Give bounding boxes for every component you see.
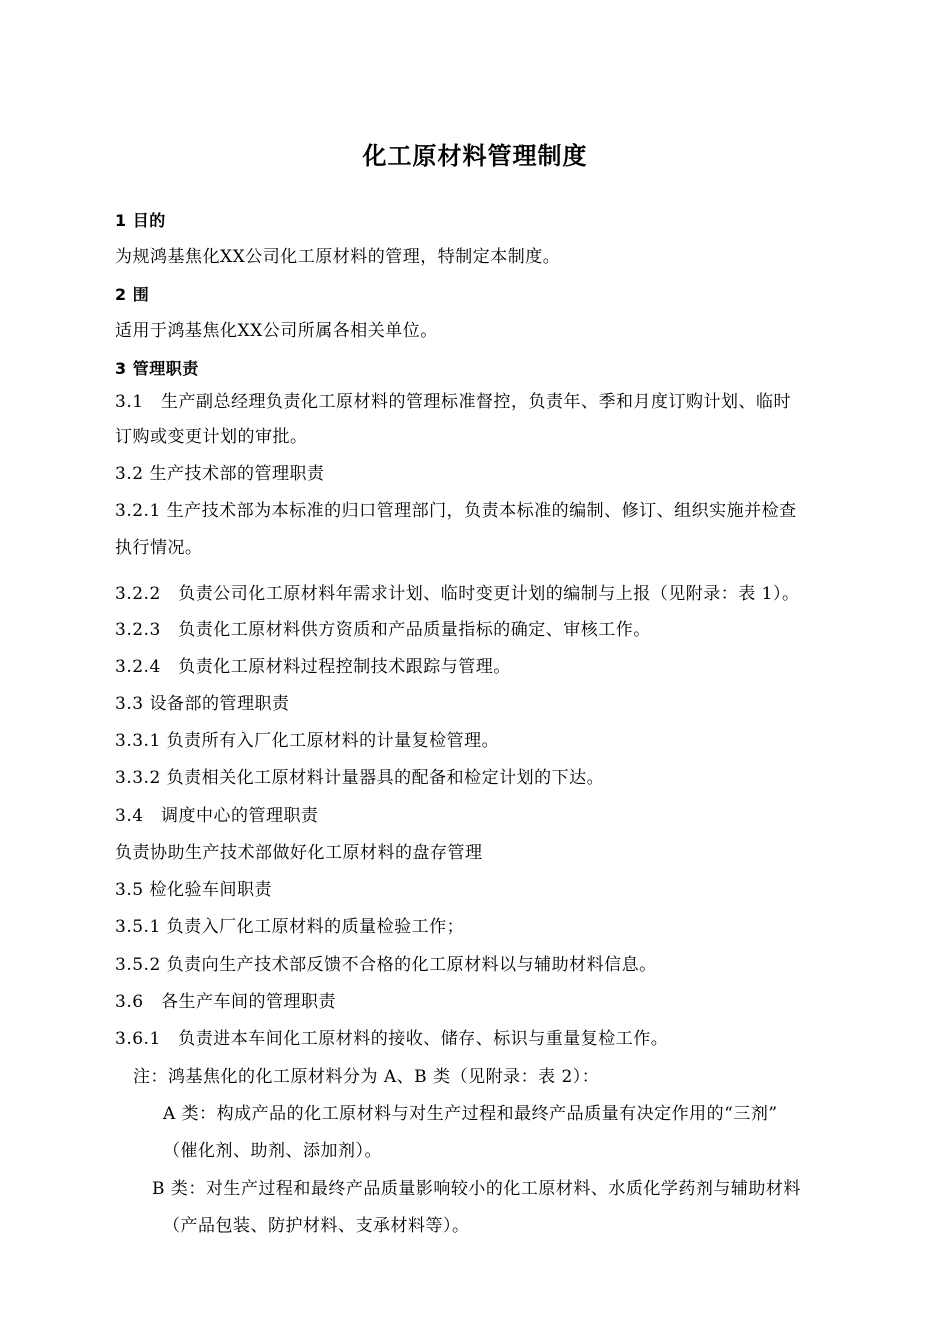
paragraph-3-2-2: 3.2.2 负责公司化工原材料年需求计划、临时变更计划的编制与上报（见附录：表 1）。 — [115, 584, 800, 604]
paragraph-3-2-1-line-1: 3.2.1 生产技术部为本标准的归口管理部门，负责本标准的编制、修订、组织实施并检查 — [115, 501, 797, 521]
paragraph-purpose: 为规鸿基焦化XX公司化工原材料的管理，特制定本制度。 — [115, 247, 561, 267]
subheading-3-5: 3.5 检化验车间职责 — [115, 880, 272, 900]
paragraph-3-2-4: 3.2.4 负责化工原材料过程控制技术跟踪与管理。 — [115, 657, 511, 677]
subheading-3-3: 3.3 设备部的管理职责 — [115, 694, 290, 714]
section-heading-responsibilities: 3 管理职责 — [115, 359, 199, 378]
note-class-a-line-1: A 类：构成产品的化工原材料与对生产过程和最终产品质量有决定作用的“三剂” — [163, 1104, 778, 1124]
paragraph-3-3-1: 3.3.1 负责所有入厂化工原材料的计量复检管理。 — [115, 731, 500, 751]
paragraph-3-3-2: 3.3.2 负责相关化工原材料计量器具的配备和检定计划的下达。 — [115, 768, 605, 788]
note-class-b-line-1: B 类：对生产过程和最终产品质量影响较小的化工原材料、水质化学药剂与辅助材料 — [152, 1179, 801, 1199]
paragraph-3-1-line-1: 3.1 生产副总经理负责化工原材料的管理标准督控，负责年、季和月度订购计划、临时 — [115, 392, 792, 412]
document-title: 化工原材料管理制度 — [362, 142, 588, 170]
subheading-3-2: 3.2 生产技术部的管理职责 — [115, 464, 325, 484]
paragraph-3-2-3: 3.2.3 负责化工原材料供方资质和产品质量指标的确定、审核工作。 — [115, 620, 651, 640]
section-heading-purpose: 1 目的 — [115, 211, 166, 230]
note-class-a-line-2: （催化剂、助剂、添加剂）。 — [163, 1141, 382, 1161]
note-class-b-line-2: （产品包装、防护材料、支承材料等）。 — [163, 1216, 470, 1236]
paragraph-3-2-1-line-2: 执行情况。 — [115, 538, 203, 558]
paragraph-3-4: 负责协助生产技术部做好化工原材料的盘存管理 — [115, 843, 483, 863]
paragraph-scope: 适用于鸿基焦化XX公司所属各相关单位。 — [115, 321, 438, 341]
paragraph-3-1-line-2: 订购或变更计划的审批。 — [115, 427, 308, 447]
subheading-3-4: 3.4 调度中心的管理职责 — [115, 806, 319, 826]
paragraph-3-5-1: 3.5.1 负责入厂化工原材料的质量检验工作； — [115, 917, 465, 937]
paragraph-3-6-1: 3.6.1 负责进本车间化工原材料的接收、储存、标识与重量复检工作。 — [115, 1029, 669, 1049]
subheading-3-6: 3.6 各生产车间的管理职责 — [115, 992, 337, 1012]
note-classification: 注：鸿基焦化的化工原材料分为 A、B 类（见附录：表 2）： — [133, 1067, 600, 1087]
section-heading-scope: 2 围 — [115, 285, 150, 304]
paragraph-3-5-2: 3.5.2 负责向生产技术部反馈不合格的化工原材料以与辅助材料信息。 — [115, 955, 657, 975]
